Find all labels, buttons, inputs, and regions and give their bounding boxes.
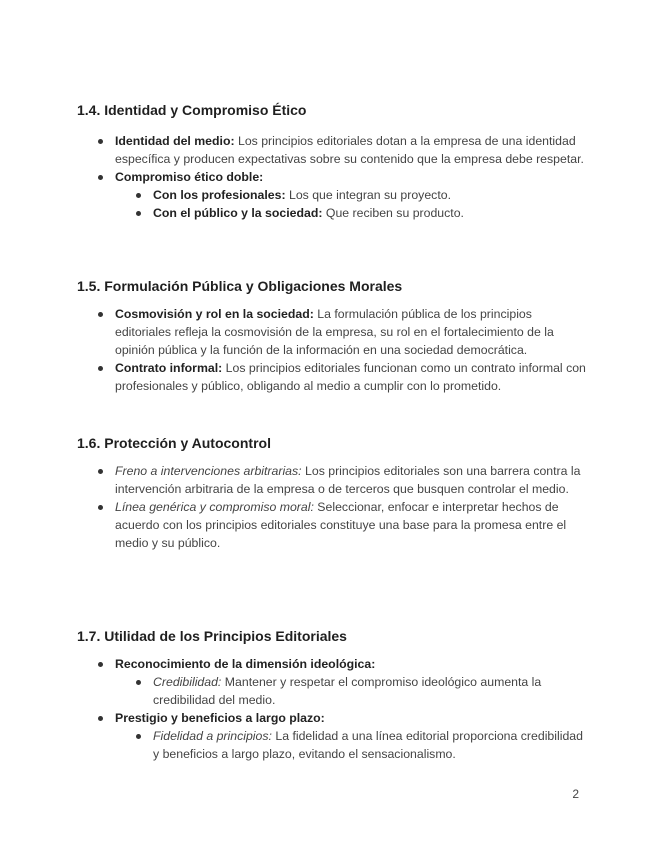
section-1-7 — [77, 627, 587, 763]
item-label: Credibilidad: — [153, 675, 222, 689]
item-label: Compromiso ético doble: — [115, 170, 264, 184]
item-text: La fidelidad a una línea editorial proporciona credibilidad y beneficios a largo plazo, evitando el sensacionalismo. — [153, 729, 583, 761]
item-text: Los que integran su proyecto. — [285, 188, 451, 202]
list-item — [77, 132, 587, 168]
section-1-6 — [77, 434, 587, 552]
item-label: Cosmovisión y rol en la sociedad: — [115, 307, 314, 321]
list-item — [77, 359, 587, 395]
bullet-list — [77, 305, 587, 395]
item-text: Mantener y respetar el compromiso ideológico aumenta la credibilidad del medio. — [153, 675, 542, 707]
bullet-list — [77, 655, 587, 763]
page-number: 2 — [572, 787, 579, 801]
sub-list-item — [115, 204, 587, 222]
list-item — [77, 462, 587, 498]
section-1-4 — [77, 101, 587, 222]
list-item — [77, 305, 587, 359]
item-label: Prestigio y beneficios a largo plazo: — [115, 711, 325, 725]
section-1-5 — [77, 277, 587, 395]
item-label: Fidelidad a principios: — [153, 729, 272, 743]
section-heading: 1.4. Identidad y Compromiso Ético — [77, 102, 307, 118]
sub-bullet-list — [115, 673, 587, 709]
sub-list-item — [115, 186, 587, 204]
sub-bullet-list — [115, 186, 587, 222]
list-item — [77, 709, 587, 763]
item-text: Que reciben su producto. — [322, 206, 464, 220]
section-heading: 1.5. Formulación Pública y Obligaciones Morales — [77, 278, 403, 294]
item-label: Reconocimiento de la dimensión ideológica: — [115, 657, 376, 671]
sub-list-item — [115, 673, 587, 709]
bullet-list — [77, 462, 587, 552]
list-item — [77, 168, 587, 222]
section-heading: 1.6. Protección y Autocontrol — [77, 435, 271, 451]
bullet-list — [77, 132, 587, 222]
item-label: Freno a intervenciones arbitrarias: — [115, 464, 302, 478]
sub-bullet-list — [115, 727, 587, 763]
list-item — [77, 498, 587, 552]
item-label: Contrato informal: — [115, 361, 223, 375]
item-text: Los principios editoriales funcionan como un contrato informal con profesionales y público, obligando al medio a cumplir con lo prometido. — [115, 361, 586, 393]
item-label: Línea genérica y compromiso moral: — [115, 500, 314, 514]
list-item — [77, 655, 587, 709]
item-text: La formulación pública de los principios editoriales refleja la cosmovisión de la empresa, su rol en el fortalecimiento de la opinión pública y la función de la información en una sociedad democrática. — [115, 307, 554, 357]
item-text: Los principios editoriales son una barrera contra la intervención arbitraria de la empresa o de terceros que busquen controlar el medio. — [115, 464, 581, 496]
item-label: Con los profesionales: — [153, 188, 286, 202]
section-heading: 1.7. Utilidad de los Principios Editoriales — [77, 628, 347, 644]
sub-list-item — [115, 727, 587, 763]
item-label: Identidad del medio: — [115, 134, 235, 148]
item-label: Con el público y la sociedad: — [153, 206, 323, 220]
item-text: Los principios editoriales dotan a la empresa de una identidad específica y producen expectativas sobre su contenido que la empresa debe respetar. — [115, 134, 584, 166]
item-text: Seleccionar, enfocar e interpretar hechos de acuerdo con los principios editoriales constituye una base para la promesa entre el medio y su público. — [115, 500, 567, 550]
